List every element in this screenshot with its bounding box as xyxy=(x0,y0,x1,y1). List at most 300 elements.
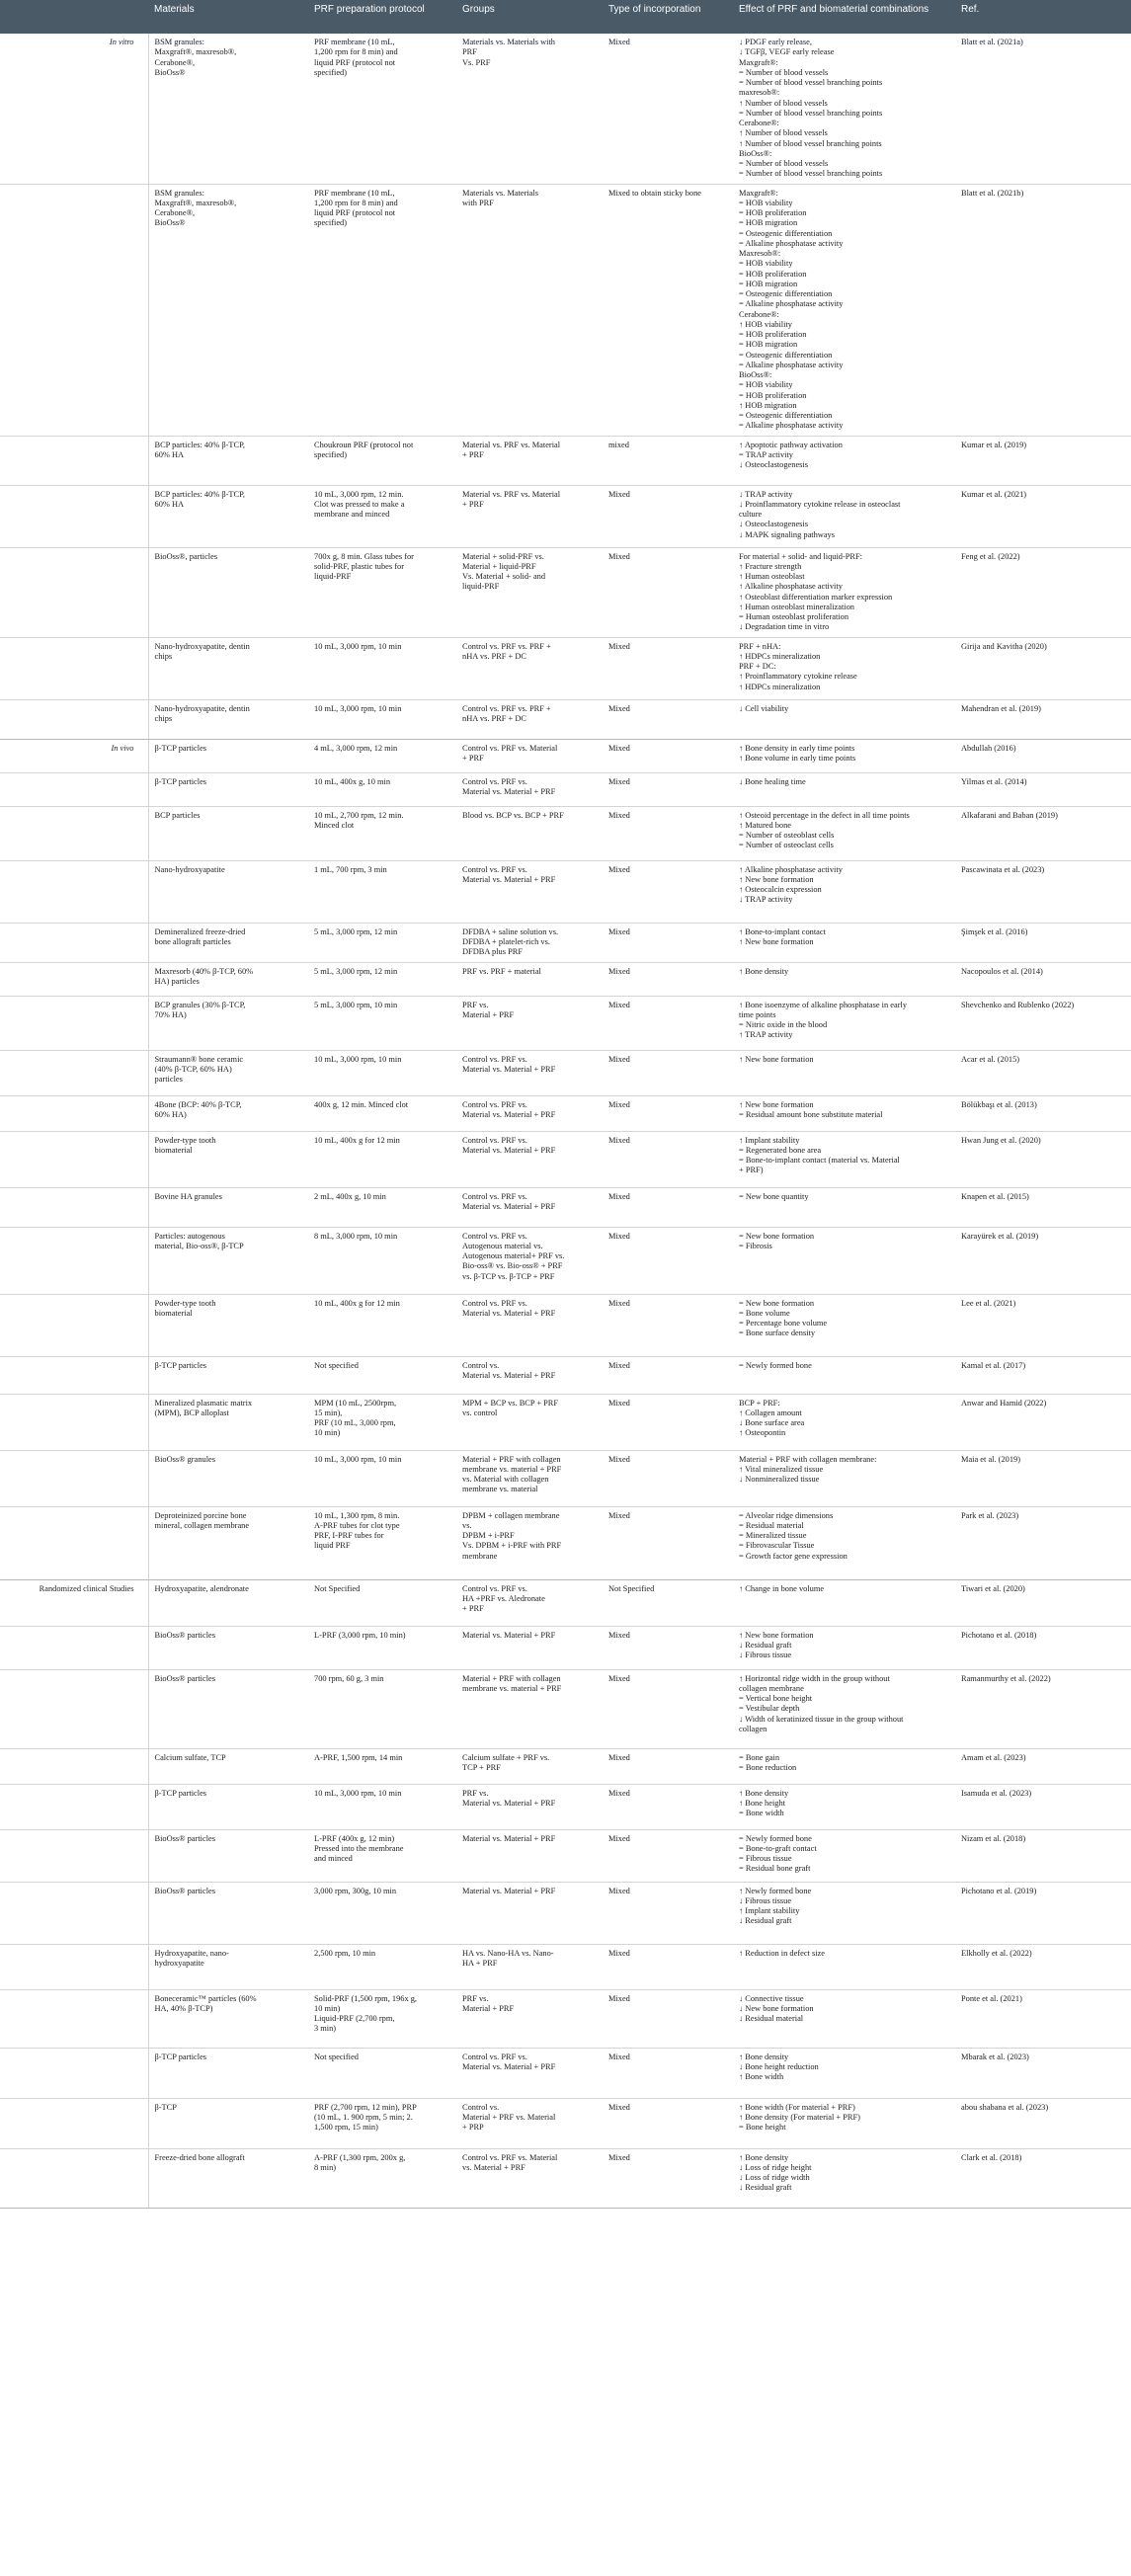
cell-effect-line: ↑ HDPCs mineralization xyxy=(739,682,821,691)
cell-prf-protocol xyxy=(308,34,456,184)
cell-category xyxy=(0,1626,148,1669)
cell-groups xyxy=(456,772,603,806)
cell-prf-protocol xyxy=(308,1579,456,1626)
cell-effect-line: = New bone quantity xyxy=(739,1191,809,1201)
cell-prf-protocol xyxy=(308,1095,456,1131)
cell-groups-line: MPM + BCP vs. BCP + PRF xyxy=(462,1398,559,1408)
cell-materials-line: BioOss® granules xyxy=(154,1454,215,1464)
cell-ref-line: Clark et al. (2018) xyxy=(961,2152,1022,2162)
cell-groups-line: Material + PRF xyxy=(462,1009,515,1019)
cell-groups-line: + PRF xyxy=(462,449,484,459)
cell-prf-protocol-line: 700 rpm, 60 g, 3 min xyxy=(314,1673,384,1683)
cell-groups-line: Vs. DPBM + i-PRF with PRF xyxy=(462,1541,562,1551)
cell-groups-line: Material vs. Material + PRF xyxy=(462,1798,556,1808)
cell-prf-protocol-line: 10 mL, 3,000 rpm, 10 min xyxy=(314,703,402,713)
cell-materials-line: bone allograft particles xyxy=(154,936,231,946)
cell-category xyxy=(0,547,148,637)
header-row xyxy=(0,0,1131,34)
cell-materials-line: biomaterial xyxy=(154,1308,193,1318)
cell-ref xyxy=(955,547,1131,637)
cell-materials-line: BCP particles: 40% β-TCP, xyxy=(154,440,245,449)
cell-groups xyxy=(456,436,603,485)
table-row xyxy=(0,2048,1131,2098)
cell-materials-line: Powder-type tooth xyxy=(154,1298,216,1308)
cell-effect-line: = Bone reduction xyxy=(739,1762,797,1772)
cell-prf-protocol-line: A-PRF, 1,500 rpm, 14 min xyxy=(314,1752,403,1762)
cell-incorporation-line: Mixed xyxy=(608,1000,630,1009)
cell-prf-protocol xyxy=(308,1394,456,1450)
cell-groups xyxy=(456,1882,603,1944)
cell-groups xyxy=(456,1748,603,1784)
cell-ref xyxy=(955,806,1131,860)
cell-effect xyxy=(733,1394,955,1450)
cell-groups-line: Material vs. Material + PRF xyxy=(462,1201,556,1211)
cell-groups-line: Blood vs. BCP vs. BCP + PRF xyxy=(462,810,564,820)
cell-ref xyxy=(955,1450,1131,1506)
cell-groups-line: Control vs. PRF vs. xyxy=(462,864,527,874)
header-effect: Effect of PRF and biomaterial combinations xyxy=(733,0,955,34)
cell-effect xyxy=(733,1450,955,1506)
cell-effect-line: BCP + PRF: xyxy=(739,1398,780,1408)
table-row xyxy=(0,860,1131,923)
cell-effect-line: ↑ Osteoblast differentiation marker expression xyxy=(739,592,893,602)
cell-materials-line: HA) particles xyxy=(154,976,200,986)
cell-groups xyxy=(456,1989,603,2048)
cell-effect-line: ↑ Bone density xyxy=(739,966,789,976)
cell-prf-protocol-line: 10 mL, 1,300 rpm, 8 min. xyxy=(314,1510,400,1520)
cell-incorporation-line: Mixed xyxy=(608,2102,630,2112)
cell-prf-protocol-line: Pressed into the membrane xyxy=(314,1843,404,1853)
cell-materials-line: BSM granules: xyxy=(154,38,204,46)
cell-materials-line: β-TCP particles xyxy=(154,776,207,786)
cell-materials xyxy=(148,1506,308,1579)
cell-incorporation-line: Mixed xyxy=(608,1752,630,1762)
cell-ref-line: Elkholly et al. (2022) xyxy=(961,1948,1032,1958)
cell-category xyxy=(0,485,148,547)
cell-effect-line: ↓ Cell viability xyxy=(739,703,789,713)
cell-effect-line: maxresob®: xyxy=(739,88,780,98)
cell-effect-line: ↑ Bone volume in early time points xyxy=(739,753,856,763)
cell-effect-line: ↑ Osteocalcin expression xyxy=(739,885,822,894)
cell-effect xyxy=(733,996,955,1050)
cell-materials-line: β-TCP particles xyxy=(154,1360,207,1370)
cell-materials-line: BCP particles: 40% β-TCP, xyxy=(154,489,245,499)
cell-effect-line: ↑ Matured bone xyxy=(739,820,792,830)
cell-incorporation xyxy=(603,547,733,637)
cell-prf-protocol xyxy=(308,637,456,699)
cell-ref-line: Tiwari et al. (2020) xyxy=(961,1583,1025,1593)
cell-incorporation xyxy=(603,436,733,485)
cell-effect xyxy=(733,1784,955,1829)
cell-ref xyxy=(955,1829,1131,1882)
cell-effect xyxy=(733,184,955,436)
cell-prf-protocol-line: 10 mL, 3,000 rpm, 10 min xyxy=(314,1054,402,1064)
table-row xyxy=(0,1356,1131,1394)
cell-effect-line: = HOB proliferation xyxy=(739,330,807,339)
cell-groups-line: vs. Material with collagen xyxy=(462,1475,549,1484)
cell-materials xyxy=(148,996,308,1050)
table-row xyxy=(0,1882,1131,1944)
cell-groups-line: + PRP xyxy=(462,2123,484,2132)
cell-prf-protocol-line: Not specified xyxy=(314,2052,359,2061)
cell-incorporation xyxy=(603,2048,733,2098)
cell-prf-protocol xyxy=(308,1294,456,1356)
cell-groups xyxy=(456,1187,603,1227)
cell-effect xyxy=(733,1944,955,1989)
cell-prf-protocol-line: 1,200 rpm for 8 min) and xyxy=(314,47,398,57)
cell-effect-line: ↑ Osteoid percentage in the defect in all time points xyxy=(739,810,910,820)
cell-effect-line: ↑ Proinflammatory cytokine release xyxy=(739,672,857,682)
cell-prf-protocol-line: 5 mL, 3,000 rpm, 12 min xyxy=(314,966,398,976)
cell-ref xyxy=(955,772,1131,806)
table-row xyxy=(0,1506,1131,1579)
cell-materials xyxy=(148,184,308,436)
cell-groups-line: Material + PRF with collagen xyxy=(462,1454,561,1464)
cell-effect-line: Cerabone®: xyxy=(739,119,779,127)
cell-effect-line: = Growth factor gene expression xyxy=(739,1551,848,1561)
cell-groups-line: + PRF xyxy=(462,753,484,763)
cell-incorporation xyxy=(603,1669,733,1748)
cell-groups xyxy=(456,996,603,1050)
cell-materials xyxy=(148,860,308,923)
cell-ref xyxy=(955,1294,1131,1356)
cell-groups xyxy=(456,34,603,184)
cell-category xyxy=(0,1294,148,1356)
cell-groups-line: vs. Material + PRF xyxy=(462,2162,525,2172)
cell-materials-line: BSM granules: xyxy=(154,188,204,198)
cell-ref xyxy=(955,1095,1131,1131)
cell-effect-line: = Newly formed bone xyxy=(739,1833,812,1843)
cell-materials xyxy=(148,1829,308,1882)
table-row xyxy=(0,962,1131,996)
cell-prf-protocol-line: 3 min) xyxy=(314,2024,337,2034)
cell-ref xyxy=(955,962,1131,996)
cell-prf-protocol-line: PRF membrane (10 mL, xyxy=(314,38,395,46)
cell-effect-line: Cerabone®: xyxy=(739,309,779,319)
cell-effect xyxy=(733,962,955,996)
cell-prf-protocol-line: A-PRF tubes for clot type xyxy=(314,1520,400,1530)
table-row xyxy=(0,1450,1131,1506)
cell-effect-line: ↑ Apoptotic pathway activation xyxy=(739,440,843,449)
cell-category xyxy=(0,1579,148,1626)
cell-materials-line: material, Bio-oss®, β-TCP xyxy=(154,1241,244,1250)
cell-effect xyxy=(733,1356,955,1394)
cell-groups-line: Material vs. Material + PRF xyxy=(462,1145,556,1155)
cell-prf-protocol xyxy=(308,485,456,547)
cell-effect-line: = New bone formation xyxy=(739,1231,815,1241)
cell-ref-line: Alkafarani and Baban (2019) xyxy=(961,810,1058,820)
cell-materials-line: (MPM), BCP alloplast xyxy=(154,1408,229,1417)
cell-effect-line: Maxgraft®: xyxy=(739,188,778,198)
cell-effect-line: ↓ New bone formation xyxy=(739,2003,814,2013)
cell-prf-protocol-line: 15 min), xyxy=(314,1408,343,1417)
cell-ref-line: Hwan Jung et al. (2020) xyxy=(961,1135,1041,1145)
cell-materials xyxy=(148,1784,308,1829)
cell-groups xyxy=(456,547,603,637)
cell-category xyxy=(0,1050,148,1095)
cell-incorporation-line: Mixed xyxy=(608,551,630,561)
cell-groups-line: Material + PRF vs. Material xyxy=(462,2112,556,2122)
cell-groups-line: Material + PRF xyxy=(462,2003,515,2013)
cell-prf-protocol-line: 10 mL, 400x g for 12 min xyxy=(314,1135,400,1145)
cell-effect xyxy=(733,1669,955,1748)
cell-prf-protocol-line: 1,500 rpm, 15 min) xyxy=(314,2123,378,2132)
cell-incorporation-line: Mixed xyxy=(608,1833,630,1843)
cell-prf-protocol-line: 10 mL, 400x g for 12 min xyxy=(314,1298,400,1308)
table-row xyxy=(0,806,1131,860)
cell-effect-line: = Residual material xyxy=(739,1520,804,1530)
cell-groups-line: membrane vs. material xyxy=(462,1485,538,1494)
cell-incorporation xyxy=(603,806,733,860)
cell-incorporation xyxy=(603,1784,733,1829)
table-row xyxy=(0,699,1131,739)
cell-ref-line: Şimşek et al. (2016) xyxy=(961,926,1028,936)
cell-incorporation xyxy=(603,34,733,184)
cell-incorporation-line: Mixed xyxy=(608,2152,630,2162)
cell-ref xyxy=(955,1626,1131,1669)
cell-prf-protocol-line: solid-PRF, plastic tubes for xyxy=(314,561,404,571)
cell-effect-line: ↓ TGFβ, VEGF early release xyxy=(739,47,835,57)
cell-materials xyxy=(148,1050,308,1095)
cell-ref-line: Girija and Kavitha (2020) xyxy=(961,641,1047,651)
cell-prf-protocol xyxy=(308,739,456,772)
cell-materials-line: Nano-hydroxyapatite xyxy=(154,864,225,874)
cell-incorporation xyxy=(603,1944,733,1989)
cell-groups-line: Material vs. Material + PRF xyxy=(462,874,556,884)
table-row xyxy=(0,1784,1131,1829)
cell-incorporation xyxy=(603,860,733,923)
cell-incorporation-line: Mixed xyxy=(608,776,630,786)
cell-groups-line: membrane vs. material + PRF xyxy=(462,1464,562,1474)
cell-groups-line: vs. control xyxy=(462,1408,498,1417)
cell-effect-line: BioOss®: xyxy=(739,370,772,379)
cell-groups-line: nHA vs. PRF + DC xyxy=(462,713,526,723)
cell-effect-line: ↑ Number of blood vessel branching points xyxy=(739,138,882,148)
cell-prf-protocol-line: Not Specified xyxy=(314,1583,361,1593)
cell-groups-line: Control vs. PRF vs. xyxy=(462,1298,527,1308)
cell-effect-line: ↑ Human osteoblast mineralization xyxy=(739,602,854,611)
cell-materials xyxy=(148,637,308,699)
cell-prf-protocol xyxy=(308,1669,456,1748)
cell-materials-line: Maxgraft®, maxresob®, xyxy=(154,198,237,207)
cell-ref xyxy=(955,485,1131,547)
cell-effect xyxy=(733,1187,955,1227)
cell-prf-protocol-line: 10 mL, 3,000 rpm, 10 min xyxy=(314,1454,402,1464)
cell-prf-protocol-line: PRF (2,700 rpm, 12 min), PRP xyxy=(314,2102,417,2112)
cell-effect-line: ↓ Bone surface area xyxy=(739,1418,805,1427)
cell-category xyxy=(0,1506,148,1579)
cell-groups-line: Material + PRF with collagen xyxy=(462,1673,561,1683)
cell-groups-line: + PRF xyxy=(462,499,484,509)
cell-groups-line: liquid-PRF xyxy=(462,582,500,592)
cell-incorporation xyxy=(603,1050,733,1095)
cell-prf-protocol-line: 10 min) xyxy=(314,1428,341,1438)
cell-effect-line: ↑ Bone width xyxy=(739,2072,784,2081)
cell-ref-line: Knapen et al. (2015) xyxy=(961,1191,1029,1201)
cell-effect-line: PRF + DC: xyxy=(739,662,776,671)
cell-effect xyxy=(733,2098,955,2148)
cell-category xyxy=(0,637,148,699)
cell-materials xyxy=(148,1989,308,2048)
cell-materials-line: chips xyxy=(154,713,173,723)
cell-category xyxy=(0,772,148,806)
cell-effect-line: = Bone gain xyxy=(739,1752,780,1762)
cell-effect-line: ↑ Bone density in early time points xyxy=(739,743,855,753)
cell-effect-line: ↓ Osteoclastogenesis xyxy=(739,520,809,529)
cell-materials xyxy=(148,1748,308,1784)
cell-incorporation xyxy=(603,637,733,699)
cell-groups-line: Control vs. PRF vs. xyxy=(462,1231,527,1241)
cell-effect-line: ↓ Residual material xyxy=(739,2014,804,2023)
cell-effect-line: = Vestibular depth xyxy=(739,1704,800,1714)
cell-groups xyxy=(456,637,603,699)
cell-prf-protocol xyxy=(308,1187,456,1227)
cell-effect-line: = HOB proliferation xyxy=(739,269,807,279)
cell-effect-line: = HOB proliferation xyxy=(739,390,807,400)
cell-effect-line: ↑ Bone width (For material + PRF) xyxy=(739,2102,855,2112)
cell-groups xyxy=(456,1294,603,1356)
cell-materials-line: Mineralized plasmatic matrix xyxy=(154,1398,253,1408)
cell-incorporation-line: Mixed xyxy=(608,1993,630,2003)
table-row xyxy=(0,547,1131,637)
cell-effect xyxy=(733,547,955,637)
cell-prf-protocol-line: 10 mL, 3,000 rpm, 10 min xyxy=(314,641,402,651)
cell-effect-line: = HOB viability xyxy=(739,198,793,207)
cell-materials-line: BCP particles xyxy=(154,810,201,820)
cell-groups-line: Material vs. Material + PRF xyxy=(462,1886,556,1895)
cell-materials xyxy=(148,772,308,806)
cell-ref-line: Ramanmurthy et al. (2022) xyxy=(961,1673,1051,1683)
cell-ref-line: Shevchenko and Rublenko (2022) xyxy=(961,1000,1075,1009)
cell-prf-protocol-line: PRF, I-PRF tubes for xyxy=(314,1531,384,1540)
cell-effect xyxy=(733,1095,955,1131)
cell-groups xyxy=(456,184,603,436)
cell-materials xyxy=(148,1294,308,1356)
cell-effect-line: = Regenerated bone area xyxy=(739,1145,822,1155)
cell-ref xyxy=(955,1356,1131,1394)
cell-materials-line: particles xyxy=(154,1075,183,1084)
cell-materials-line: BioOss® particles xyxy=(154,1630,215,1640)
cell-effect-line: ↑ Alkaline phosphatase activity xyxy=(739,582,843,592)
cell-prf-protocol xyxy=(308,1882,456,1944)
cell-groups xyxy=(456,739,603,772)
cell-groups-line: Autogenous material+ PRF vs. xyxy=(462,1251,565,1260)
cell-ref-line: Isamuda et al. (2023) xyxy=(961,1788,1032,1798)
cell-prf-protocol-line: liquid-PRF xyxy=(314,572,352,581)
cell-materials-line: (40% β-TCP, 60% HA) xyxy=(154,1064,232,1074)
cell-materials-line: Nano-hydroxyapatite, dentin xyxy=(154,641,250,651)
header-incorporation: Type of incorporation xyxy=(603,0,733,34)
cell-category xyxy=(0,1829,148,1882)
cell-category-line: Randomized clinical Studies xyxy=(39,1583,134,1593)
cell-effect xyxy=(733,1227,955,1294)
cell-effect-line: = HOB migration xyxy=(739,279,798,288)
cell-prf-protocol-line: and minced xyxy=(314,1854,353,1863)
cell-incorporation-line: Not Specified xyxy=(608,1583,655,1593)
cell-effect-line: ↑ New bone formation xyxy=(739,1099,814,1109)
cell-ref-line: Lee et al. (2021) xyxy=(961,1298,1016,1308)
cell-category xyxy=(0,1227,148,1294)
cell-ref xyxy=(955,739,1131,772)
cell-prf-protocol xyxy=(308,996,456,1050)
cell-effect-line: = Number of blood vessel branching points xyxy=(739,108,883,118)
cell-materials xyxy=(148,2048,308,2098)
table-row xyxy=(0,1294,1131,1356)
cell-incorporation xyxy=(603,996,733,1050)
cell-prf-protocol-line: PRF membrane (10 mL, xyxy=(314,188,395,198)
cell-effect-line: ↑ Bone-to-implant contact xyxy=(739,926,826,936)
cell-incorporation xyxy=(603,2148,733,2208)
cell-prf-protocol-line: specified) xyxy=(314,449,348,459)
table-row xyxy=(0,1095,1131,1131)
cell-materials xyxy=(148,34,308,184)
cell-prf-protocol-line: 1 mL, 700 rpm, 3 min xyxy=(314,864,387,874)
cell-groups-line: Control vs. PRF vs. xyxy=(462,1099,527,1109)
cell-materials xyxy=(148,923,308,962)
cell-materials xyxy=(148,1356,308,1394)
cell-ref xyxy=(955,860,1131,923)
cell-prf-protocol-line: A-PRF (1,300 rpm, 200x g, xyxy=(314,2152,406,2162)
cell-effect-line: = Alkaline phosphatase activity xyxy=(739,299,844,309)
cell-category xyxy=(0,1748,148,1784)
cell-effect-line: ↓ TRAP activity xyxy=(739,489,793,499)
cell-effect-line: = HOB viability xyxy=(739,380,793,390)
cell-effect xyxy=(733,436,955,485)
cell-groups-line: TCP + PRF xyxy=(462,1762,501,1772)
cell-ref xyxy=(955,1579,1131,1626)
cell-groups-line: Control vs. PRF vs. xyxy=(462,776,527,786)
cell-category xyxy=(0,436,148,485)
cell-ref xyxy=(955,1784,1131,1829)
cell-effect-line: = Vertical bone height xyxy=(739,1694,813,1703)
cell-category xyxy=(0,1131,148,1187)
table-row xyxy=(0,2148,1131,2208)
cell-prf-protocol-line: 2,500 rpm, 10 min xyxy=(314,1948,376,1958)
cell-effect-line: ↓ MAPK signaling pathways xyxy=(739,529,836,539)
cell-incorporation-line: Mixed xyxy=(608,1054,630,1064)
cell-incorporation xyxy=(603,1394,733,1450)
cell-groups-line: Material vs. Material + PRF xyxy=(462,1630,556,1640)
cell-effect-line: = Bone height xyxy=(739,2123,786,2132)
cell-effect-line: For material + solid- and liquid-PRF: xyxy=(739,551,862,561)
cell-groups-line: Control vs. xyxy=(462,1360,500,1370)
cell-ref xyxy=(955,1131,1131,1187)
cell-ref-line: Feng et al. (2022) xyxy=(961,551,1020,561)
cell-category xyxy=(0,1450,148,1506)
cell-prf-protocol-line: 5 mL, 3,000 rpm, 12 min xyxy=(314,926,398,936)
cell-effect-line: ↓ Residual graft xyxy=(739,2183,792,2193)
cell-effect xyxy=(733,1294,955,1356)
cell-groups xyxy=(456,485,603,547)
cell-prf-protocol-line: (10 mL, 1. 900 rpm, 5 min; 2. xyxy=(314,2112,413,2122)
cell-materials xyxy=(148,806,308,860)
cell-materials-line: 60% HA) xyxy=(154,1109,187,1119)
cell-groups-line: Control vs. PRF vs. xyxy=(462,1135,527,1145)
cell-groups xyxy=(456,699,603,739)
cell-ref xyxy=(955,1506,1131,1579)
cell-groups xyxy=(456,1829,603,1882)
cell-groups-line: DPBM + i-PRF xyxy=(462,1531,515,1540)
cell-materials-line: 70% HA) xyxy=(154,1009,187,1019)
cell-ref-line: Blatt et al. (2021b) xyxy=(961,188,1024,198)
cell-materials-line: β-TCP particles xyxy=(154,1788,207,1798)
cell-materials-line: BioOss® particles xyxy=(154,1886,215,1895)
cell-materials-line: Demineralized freeze-dried xyxy=(154,926,246,936)
cell-ref xyxy=(955,2148,1131,2208)
cell-prf-protocol xyxy=(308,2048,456,2098)
cell-ref xyxy=(955,34,1131,184)
table-row xyxy=(0,1227,1131,1294)
